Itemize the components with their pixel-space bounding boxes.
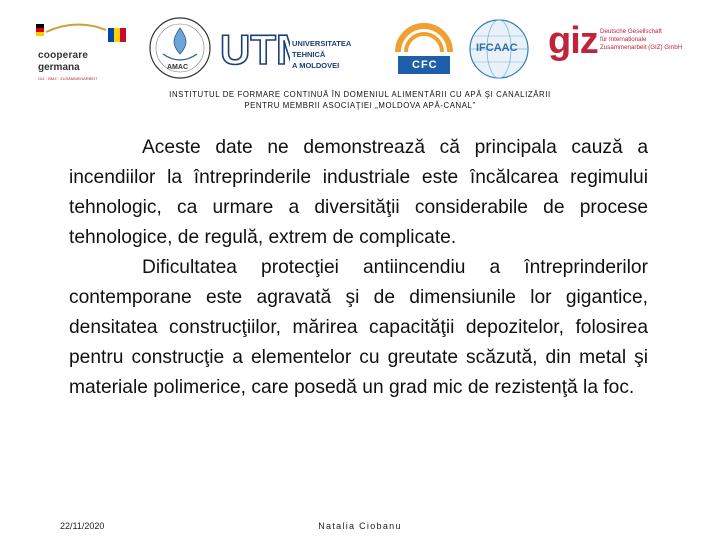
amac-logo (145, 14, 215, 86)
germana-text: germana (38, 62, 80, 73)
cfc-label: CFC (412, 59, 438, 71)
utm-monogram-icon (220, 22, 290, 72)
cooperare-text: cooperare (38, 50, 89, 61)
giz-wordmark: giz (548, 20, 598, 62)
institute-line2: PENTRU MEMBRII ASOCIAŢIEI „MOLDOVA APĂ-CANAL” (244, 101, 476, 110)
main-text (69, 133, 648, 403)
cfc-logo (394, 22, 454, 77)
giz-line3: Zusammenarbeit (GIZ) GmbH (600, 44, 683, 51)
cooperare-small-text: GIZ · BMZ · ZUSAMMENARBEIT (38, 76, 98, 81)
institute-line1: INSTITUTUL DE FORMARE CONTINUĂ ÎN DOMENIUL ALIMENTĂRII CU APĂ ŞI CANALIZĂRII (169, 90, 551, 99)
utm-text (292, 38, 370, 71)
ifcaac-label: IFCAAC (476, 42, 518, 54)
amac-label: AMAC (167, 64, 188, 71)
giz-logo (548, 20, 708, 76)
institute-title (0, 89, 720, 111)
giz-line1: Deutsche Gesellschaft (600, 28, 662, 35)
giz-text (600, 28, 682, 52)
amac-emblem-icon (145, 14, 215, 86)
utm-line1: UNIVERSITATEA TEHNICĂ (292, 39, 352, 59)
header-logos (0, 8, 720, 84)
paragraph-2: Dificultatea protecţiei antiincendiu a întreprinderilor contemporane este agravată şi de dimensiunile lor gigantice, densitatea construcţiilor, mărirea capacităţii depozitelor, folosirea pentru construcţie a elementelor cu greutate scăzută, din metal şi materiale polimerice, care posedă un grad mic de rezistenţă la foc. (69, 257, 648, 398)
paragraph-1: Aceste date ne demonstrează că principala cauză a incendiilor la întreprinderile industriale este încălcarea regimului tehnologic, ca urmare a diversităţii considerabile de procese tehnologice, de regulă, extrem de complicate. (69, 137, 648, 248)
giz-line2: für Internationale (600, 36, 647, 43)
footer-date: 22/11/2020 (60, 521, 105, 531)
svg-text:UTM: UT (220, 26, 276, 72)
ifcaac-logo (468, 18, 530, 80)
footer-author: Natalia Ciobanu (318, 521, 402, 531)
utm-line2: A MOLDOVEI (292, 61, 340, 70)
cooperare-germana-logo (36, 22, 136, 82)
flags-icon (36, 22, 136, 52)
utm-logo (220, 22, 370, 72)
